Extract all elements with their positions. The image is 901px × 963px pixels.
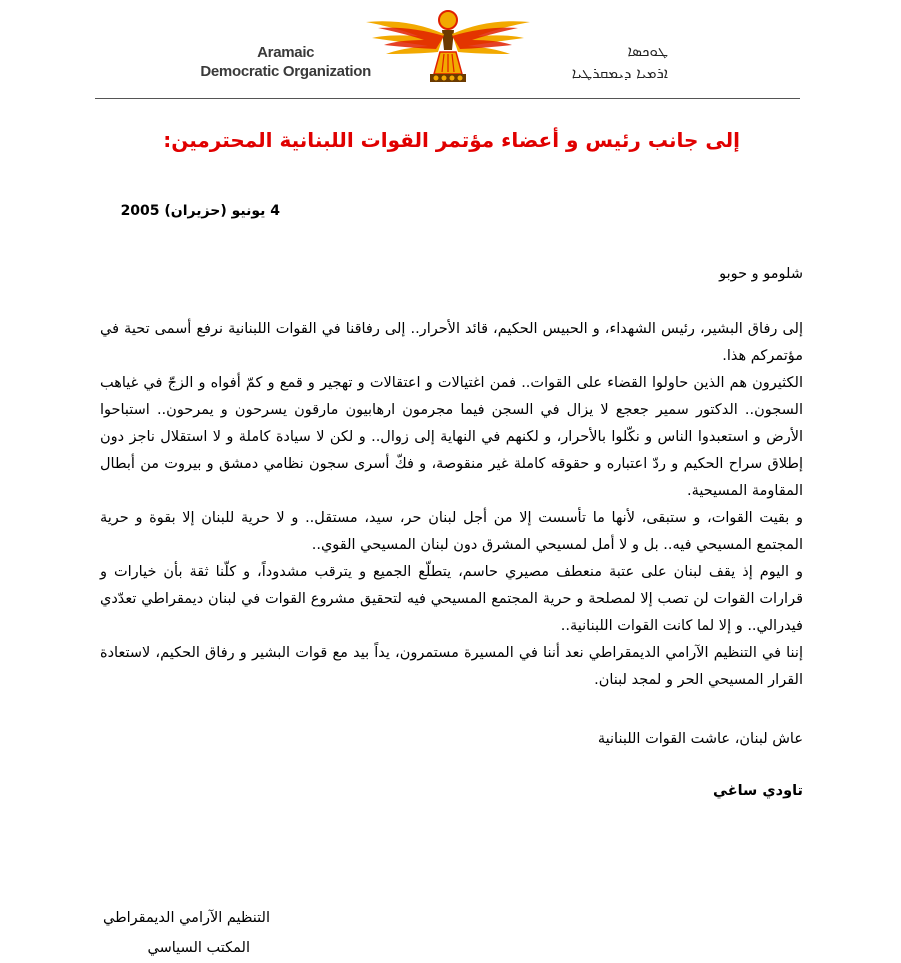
paragraph: إننا في التنظيم الآرامي الديمقراطي نعد أننا في المسيرة مستمرون، يداً بيد مع قوات البشير و رفاق الحكيم، لاستعادة القرار المسيحي الحر و لمجد لبنان. bbox=[100, 645, 803, 688]
org-name: التنظيم الآرامي الديمقراطي bbox=[103, 910, 270, 926]
logo-syriac-line1: ܛܘܟܣܐ bbox=[627, 42, 668, 60]
signer-name: تاودي ساغي bbox=[713, 783, 803, 799]
paragraph: إلى رفاق البشير، رئيس الشهداء، و الحبيس الحكيم، قائد الأحرار.. إلى رفاقنا في القوات اللبنانية نرفع أسمى تحية في مؤتمركم هذا. bbox=[100, 321, 803, 364]
logo-latin-text bbox=[200, 43, 371, 81]
winged-sun-emblem-icon bbox=[358, 8, 538, 86]
greeting: شلومو و حوبو bbox=[719, 266, 803, 282]
logo-syriac-text bbox=[548, 40, 668, 84]
closing-line: عاش لبنان، عاشت القوات اللبنانية bbox=[597, 731, 803, 747]
letter-body bbox=[100, 264, 803, 801]
signature-organization bbox=[95, 903, 270, 963]
letter-date: 4 يونيو (حزيران) 2005 bbox=[120, 203, 280, 219]
logo-latin-line2: Democratic Organization bbox=[200, 63, 371, 80]
paragraph: الكثيرون هم الذين حاولوا القضاء على القوات.. فمن اغتيالات و اعتقالات و تهجير و قمع و كمّ أفواه و الزجّ في غياهب السجون.. الدكتور سمير جعجع لا يزال في السجن فيما مجرمون ارهابيون مارقون يسرحون و يمرحون.. استباحوا الأرض و استعبدوا الناس و نكّلوا بالأحرار، و لكنهم في النهاية إلى زوال.. و لكن لا سيادة كاملة و لا استقلال ناجز دون إطلاق سراح الحكيم و ردّ اعتباره و حقوقه كاملة غير منقوصة، و فكّ أسرى سجون نظامي دمشق و بيروت من أبطال المقاومة المسيحية. bbox=[100, 375, 803, 499]
org-office: المكتب السياسي bbox=[147, 940, 250, 956]
logo-syriac-line2: ܐܪܡܝܐ ܕܝܡܩܪܛܝܐ bbox=[571, 64, 668, 82]
logo-latin-line1: Aramaic bbox=[257, 44, 315, 61]
paragraph: و بقيت القوات، و ستبقى، لأنها ما تأسست إلا من أجل لبنان حر، سيد، مستقل.. و لا حرية للبنان إلا بقوة و حرية المجتمع المسيحي فيه.. بل و لا أمل لمسيحي المشرق دون لبنان المسيحي القوي.. bbox=[100, 510, 803, 553]
letter-title: إلى جانب رئيس و أعضاء مؤتمر القوات اللبنانية المحترمين: bbox=[163, 128, 740, 152]
header-divider bbox=[95, 98, 800, 99]
paragraph: و اليوم إذ يقف لبنان على عتبة منعطف مصيري حاسم، يتطلّع الجميع و يترقب مشدوداً، و كلّنا ثقة بأن خيارات و قرارات القوات لن تصب إلا لمصلحة و حرية المجتمع المسيحي فيه لتحقيق مشروع القوات في لبنان ديمقراطي تعدّدي فيدرالي.. و إلا لما كانت القوات اللبنانية.. bbox=[100, 564, 803, 634]
letterhead bbox=[0, 0, 901, 100]
